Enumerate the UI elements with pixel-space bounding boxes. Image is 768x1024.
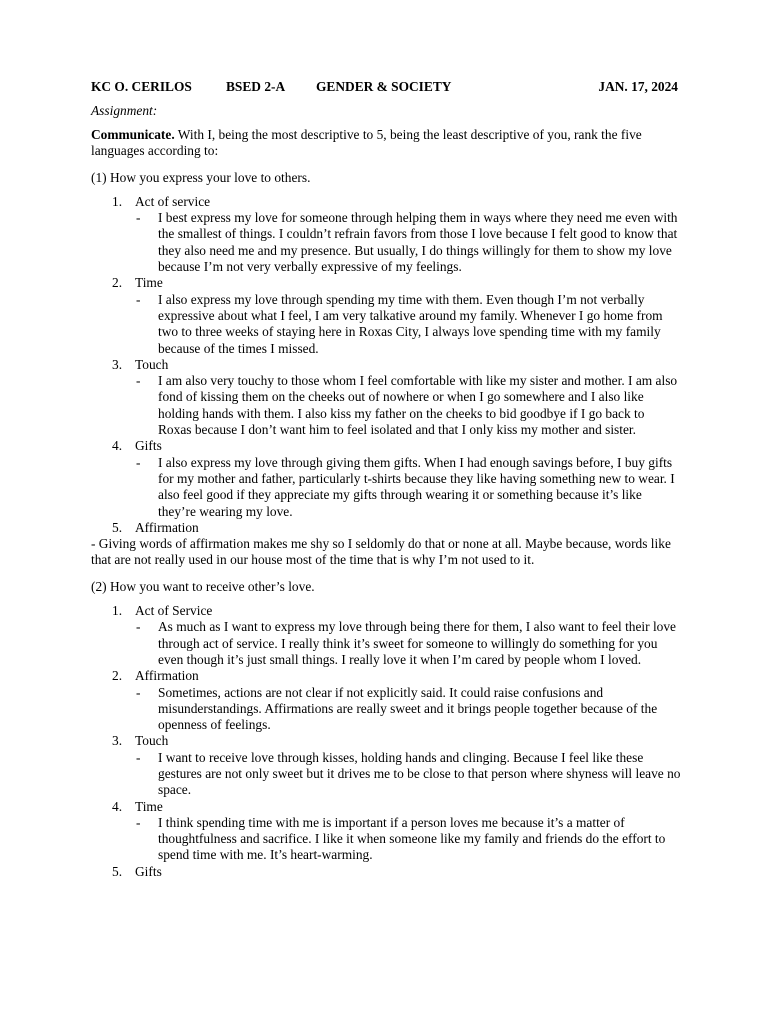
item-label: Touch (135, 356, 169, 372)
list-item (91, 194, 681, 275)
item-number: 5. (112, 519, 123, 535)
item-label: Time (135, 798, 163, 814)
item-label: Gifts (135, 863, 162, 879)
item-number: 3. (112, 356, 123, 372)
ranking-list-express (91, 194, 681, 569)
intro-text: With I, being the most descriptive to 5, being the least descriptive of you, rank the five languages according to: (91, 127, 642, 159)
item-label: Affirmation (135, 668, 199, 684)
item-dash: - (136, 291, 141, 307)
subject-title: GENDER & SOCIETY (316, 79, 452, 94)
item-dash: - (136, 814, 141, 830)
document-date: JAN. 17, 2024 (598, 79, 678, 94)
list-item (91, 733, 681, 798)
item-number: 2. (112, 668, 123, 684)
item-number: 2. (112, 275, 123, 291)
document-header (91, 79, 678, 97)
item-description: I also express my love through giving them gifts. When I had enough savings before, I buy gifts for my mother and father, particularly t-shirts because they like having something new to wear. I also feel good if they appreciate my gifts through wearing it or something because it’s like they’re wearing my love. (158, 454, 675, 519)
item-label: Act of Service (135, 603, 213, 619)
item-label: Gifts (135, 438, 162, 454)
item-number: 5. (112, 863, 123, 879)
item-dash: - (136, 373, 141, 389)
item-number: 1. (112, 193, 123, 209)
list-item (91, 668, 681, 733)
item-number: 1. (112, 603, 123, 619)
item-dash: - (136, 454, 141, 470)
item-description: I am also very touchy to those whom I feel comfortable with like my sister and mother. I am also fond of kissing them on the cheeks out of nowhere or when I go somewhere and I also like holding hands with them. I also kiss my father on the cheeks to bid goodbye if I go back to Roxas because I don’t want him to feel isolated and that I only kiss my mother and sister. (158, 373, 678, 438)
list-item (91, 357, 681, 438)
item-description: I best express my love for someone through helping them in ways where they need me even with the smallest of things. I couldn’t refrain favors from those I love because I felt good to know that they also need me and my presence. But usually, I do things willingly for them to show my love because I’m not very verbally expressive of my feelings. (158, 210, 678, 275)
item-number: 3. (112, 733, 123, 749)
item-description: - Giving words of affirmation makes me shy so I seldomly do that or none at all. Maybe because, words like that are not really used in our house most of the time that is why I’m not used to it. (91, 536, 671, 568)
list-item (91, 864, 681, 880)
item-number: 4. (112, 798, 123, 814)
assignment-label: Assignment: (91, 103, 158, 118)
list-item (91, 520, 681, 569)
question-1: (1) How you express your love to others. (91, 169, 311, 185)
item-label: Affirmation (135, 519, 199, 535)
item-dash: - (136, 619, 141, 635)
item-label: Act of service (135, 193, 211, 209)
student-name: KC O. CERILOS (91, 79, 192, 94)
item-description: I think spending time with me is important if a person loves me because it’s a matter of thoughtfulness and sacrifice. I like it when someone like my family and friends do the effort to spend time with me. It’s heart-warming. (158, 814, 666, 863)
intro-lead: Communicate. (91, 127, 175, 142)
list-item (91, 799, 681, 864)
question-2: (2) How you want to receive other’s love. (91, 578, 315, 594)
item-label: Time (135, 275, 163, 291)
list-item (91, 275, 681, 356)
item-description: As much as I want to express my love through being there for them, I also want to feel their love through act of service. I really think it’s sweet for someone to willingly do something for you even though it’s just small things. I really love it when I’m cared by people whom I loved. (158, 619, 677, 667)
item-description: I also express my love through spending my time with them. Even though I’m not verbally expressive about what I feel, I am very talkative around my family. Whenever I go home from two to three weeks of staying here in Roxas City, I always love spending time with my family because of the times I missed. (158, 291, 663, 356)
item-label: Touch (135, 733, 169, 749)
item-number: 4. (112, 438, 123, 454)
document-body (91, 127, 681, 880)
item-dash: - (136, 684, 141, 700)
intro-paragraph (91, 127, 681, 160)
course-section: BSED 2-A (226, 79, 286, 94)
item-dash: - (136, 210, 141, 226)
ranking-list-receive (91, 603, 681, 880)
item-description: Sometimes, actions are not clear if not explicitly said. It could raise confusions and misunderstandings. Affirmations are really sweet and it brings people together because of the openness of feelings. (158, 684, 658, 733)
item-dash: - (136, 749, 141, 765)
item-description: I want to receive love through kisses, holding hands and clinging. Because I feel like these gestures are not only sweet but it drives me to be close to that person where shyness will leave no space. (158, 749, 681, 798)
list-item (91, 603, 681, 668)
list-item (91, 438, 681, 519)
